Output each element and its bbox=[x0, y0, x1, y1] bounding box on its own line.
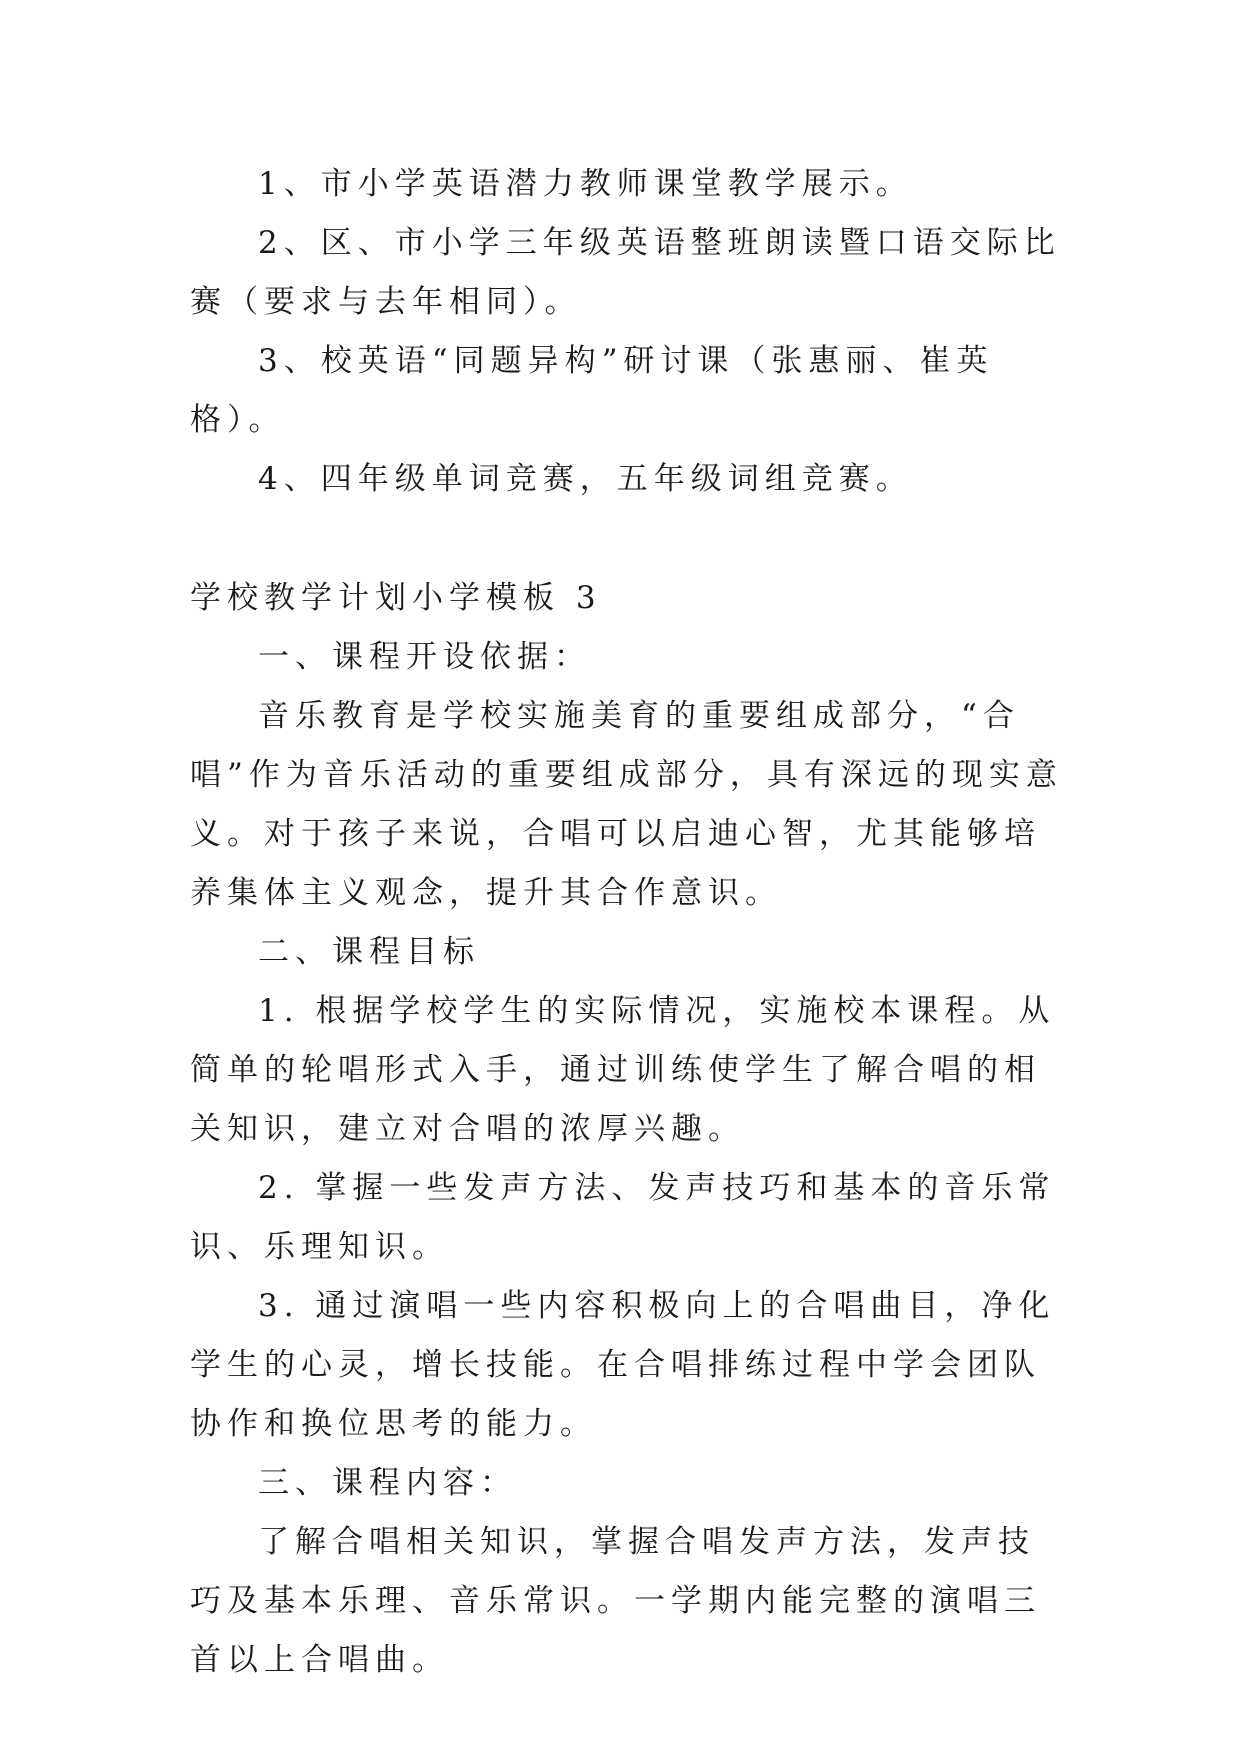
list-item: 4、四年级单词竞赛，五年级词组竞赛。 bbox=[258, 461, 913, 497]
section-spacer bbox=[190, 509, 1070, 569]
subheading-goals: 二、课程目标 bbox=[258, 934, 480, 970]
subheading-content: 三、课程内容： bbox=[258, 1465, 517, 1501]
goal-item: 1. 根据学校学生的实际情况，实施校本课程。从简单的轮唱形式入手，通过训练使学生了解合唱的相关知识，建立对合唱的浓厚兴趣。 bbox=[190, 993, 1056, 1147]
subheading-basis: 一、课程开设依据： bbox=[258, 639, 591, 675]
list-item: 3、校英语“同题异构”研讨课（张惠丽、崔英格）。 bbox=[190, 343, 994, 438]
list-item: 1、市小学英语潜力教师课堂教学展示。 bbox=[258, 166, 913, 202]
paragraph-basis: 音乐教育是学校实施美育的重要组成部分，“合唱”作为音乐活动的重要组成部分，具有深远的现实意义。对于孩子来说，合唱可以启迪心智，尤其能够培养集体主义观念，提升其合作意识。 bbox=[190, 698, 1063, 911]
paragraph-content: 了解合唱相关知识，掌握合唱发声方法，发声技巧及基本乐理、音乐常识。一学期内能完整的演唱三首以上合唱曲。 bbox=[190, 1524, 1041, 1678]
section-title: 学校教学计划小学模板 3 bbox=[190, 580, 602, 616]
list-item: 2、区、市小学三年级英语整班朗读暨口语交际比赛（要求与去年相同）。 bbox=[190, 225, 1061, 320]
document-body bbox=[190, 155, 1070, 1690]
goal-item: 2. 掌握一些发声方法、发声技巧和基本的音乐常识、乐理知识。 bbox=[190, 1170, 1056, 1265]
goal-item: 3. 通过演唱一些内容积极向上的合唱曲目，净化学生的心灵，增长技能。在合唱排练过程中学会团队协作和换位思考的能力。 bbox=[190, 1288, 1056, 1442]
